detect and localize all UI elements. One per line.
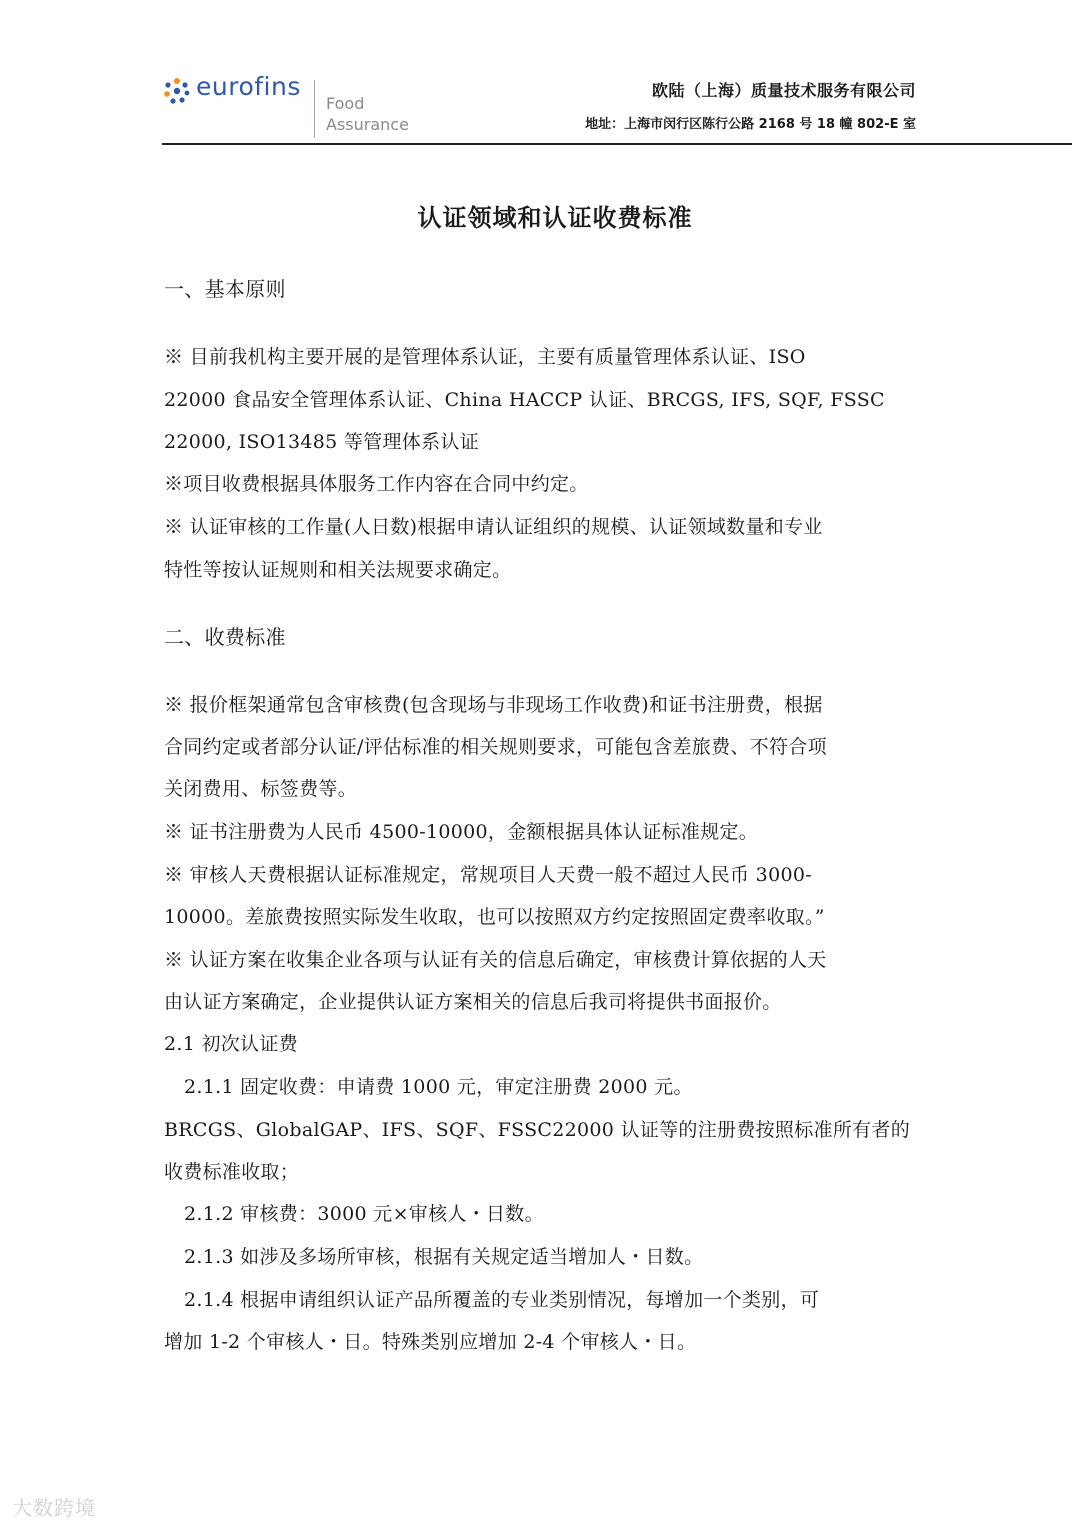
- paragraph-line: ※ 证书注册费为人民币 4500-10000，金额根据具体认证标准规定。: [164, 821, 759, 843]
- paragraph-line: 收费标准收取；: [164, 1161, 300, 1183]
- paragraph-line: BRCGS、GlobalGAP、IFS、SQF、FSSC22000 认证等的注册费按照标准所有者的: [164, 1119, 911, 1141]
- logo-subtitle-food: Food: [326, 94, 365, 113]
- page-header: [0, 0, 1080, 150]
- subsection-heading: 2.1 初次认证费: [164, 1033, 298, 1055]
- paragraph-line: 22000, ISO13485 等管理体系认证: [164, 431, 480, 453]
- paragraph-line: ※ 认证方案在收集企业各项与认证有关的信息后确定，审核费计算依据的人天: [164, 949, 827, 971]
- company-name: 欧陆（上海）质量技术服务有限公司: [651, 81, 916, 100]
- section-heading-fees: 二、收费标准: [164, 625, 286, 649]
- company-info: [585, 78, 916, 132]
- company-address: 地址：上海市闵行区陈行公路 2168 号 18 幢 802-E 室: [585, 117, 916, 132]
- eurofins-logo: [162, 72, 422, 138]
- paragraph-line: 22000 食品安全管理体系认证、China HACCP 认证、BRCGS, IFS, SQF, FSSC: [164, 389, 885, 411]
- paragraph-line: ※ 目前我机构主要开展的是管理体系认证，主要有质量管理体系认证、ISO: [164, 346, 806, 368]
- paragraph-line: 10000。差旅费按照实际发生收取，也可以按照双方约定按照固定费率收取。”: [164, 906, 825, 928]
- paragraph-line: 2.1.3 如涉及多场所审核，根据有关规定适当增加人・日数。: [184, 1246, 704, 1268]
- paragraph-line: ※ 报价框架通常包含审核费(包含现场与非现场工作收费)和证书注册费，根据: [164, 694, 823, 716]
- paragraph-line: 关闭费用、标签费等。: [164, 778, 358, 800]
- paragraph-line: 2.1.1 固定收费：申请费 1000 元，审定注册费 2000 元。: [184, 1076, 693, 1098]
- section-heading-principles: 一、基本原则: [164, 277, 286, 301]
- paragraph-line: ※项目收费根据具体服务工作内容在合同中约定。: [164, 473, 589, 495]
- eurofins-dots-icon: [162, 76, 192, 106]
- paragraph-line: 2.1.4 根据申请组织认证产品所覆盖的专业类别情况，每增加一个类别，可: [184, 1289, 820, 1311]
- document-title: 认证领域和认证收费标准: [417, 204, 693, 232]
- logo-subtitle-assurance: Assurance: [326, 115, 409, 134]
- logo-wordmark: eurofins: [196, 72, 301, 101]
- paragraph-line: 增加 1-2 个审核人・日。特殊类别应增加 2-4 个审核人・日。: [164, 1331, 697, 1353]
- paragraph-line: 由认证方案确定，企业提供认证方案相关的信息后我司将提供书面报价。: [164, 991, 782, 1013]
- paragraph-line: ※ 认证审核的工作量(人日数)根据申请认证组织的规模、认证领域数量和专业: [164, 516, 823, 538]
- paragraph-line: 合同约定或者部分认证/评估标准的相关规则要求，可能包含差旅费、不符合项: [164, 736, 827, 758]
- paragraph-line: ※ 审核人天费根据认证标准规定，常规项目人天费一般不超过人民币 3000-: [164, 864, 812, 886]
- watermark: 大数跨境: [12, 1496, 96, 1520]
- header-rule: [162, 143, 1072, 145]
- paragraph-line: 2.1.2 审核费：3000 元×审核人・日数。: [184, 1203, 544, 1225]
- logo-divider: [314, 80, 315, 138]
- paragraph-line: 特性等按认证规则和相关法规要求确定。: [164, 559, 512, 581]
